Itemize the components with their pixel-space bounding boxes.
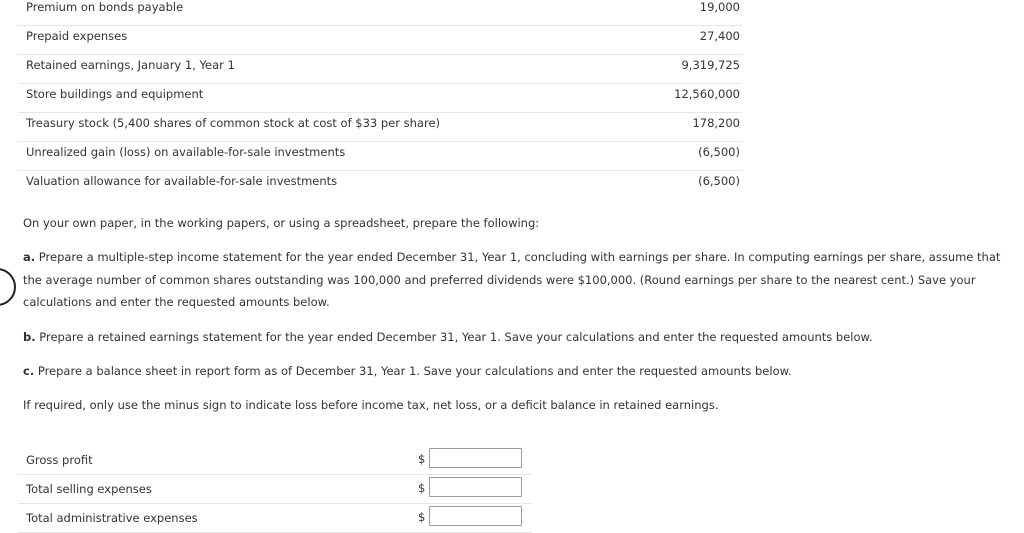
instruction-c-text: Prepare a balance sheet in report form as of December 31, Year 1. Save your calculations and enter the requested amounts below. [37,364,792,378]
account-amount: (6,500) [698,145,740,159]
gross-profit-input[interactable] [429,448,522,468]
currency-symbol: $ [418,481,426,495]
answer-label: Gross profit [26,453,93,467]
account-label: Store buildings and equipment [26,87,204,101]
account-amount: 19,000 [699,0,740,14]
answer-row [18,445,532,475]
answer-label: Total selling expenses [26,482,152,496]
instruction-c [23,360,1018,383]
answer-row [18,503,532,533]
currency-symbol: $ [418,510,426,524]
side-panel-handle[interactable] [0,268,16,306]
instruction-b [23,326,1018,349]
instruction-a-text1: Prepare a multiple-step income statement for the year ended December 31, Year 1, concluding with earnings per share. In computing earnings per share, assume that [38,250,1001,264]
answer-label: Total administrative expenses [26,511,198,525]
answer-row [18,474,532,504]
account-label: Valuation allowance for available-for-sale investments [26,174,338,188]
account-row [18,141,742,171]
account-label: Treasury stock (5,400 shares of common stock at cost of $33 per share) [26,116,441,130]
instruction-b-text: Prepare a retained earnings statement for the year ended December 31, Year 1. Save your calculations and enter the requested amounts below. [39,330,873,344]
instruction-c-marker: c. [23,364,35,378]
currency-symbol: $ [418,452,426,466]
account-row [18,0,742,26]
instruction-b-marker: b. [23,330,36,344]
account-label: Retained earnings, January 1, Year 1 [26,58,235,72]
account-row [18,170,742,199]
instruction-a [23,246,1018,314]
account-amount: 27,400 [699,29,740,43]
account-label: Prepaid expenses [26,29,128,43]
instructions-intro: On your own paper, in the working papers, or using a spreadsheet, prepare the following: [23,216,540,230]
instruction-a-marker: a. [23,250,36,264]
instruction-a-line1 [23,246,1018,269]
account-label: Unrealized gain (loss) on available-for-sale investments [26,145,346,159]
account-amount: (6,500) [698,174,740,188]
account-amount: 9,319,725 [681,58,740,72]
total-administrative-expenses-input[interactable] [429,506,522,526]
account-row [18,25,742,55]
total-selling-expenses-input[interactable] [429,477,522,497]
account-amount: 12,560,000 [674,87,740,101]
account-amount: 178,200 [692,116,740,130]
account-row [18,83,742,113]
instruction-note: If required, only use the minus sign to indicate loss before income tax, net loss, or a deficit balance in retained earnings. [23,398,719,412]
instruction-a-line2: the average number of common shares outstanding was 100,000 and preferred dividends were $100,000. (Round earnings per share to the nearest cent.) Save your [23,272,976,287]
account-row [18,54,742,84]
account-row [18,112,742,142]
account-label: Premium on bonds payable [26,0,184,14]
instruction-a-line3: calculations and enter the requested amounts below. [23,295,330,309]
